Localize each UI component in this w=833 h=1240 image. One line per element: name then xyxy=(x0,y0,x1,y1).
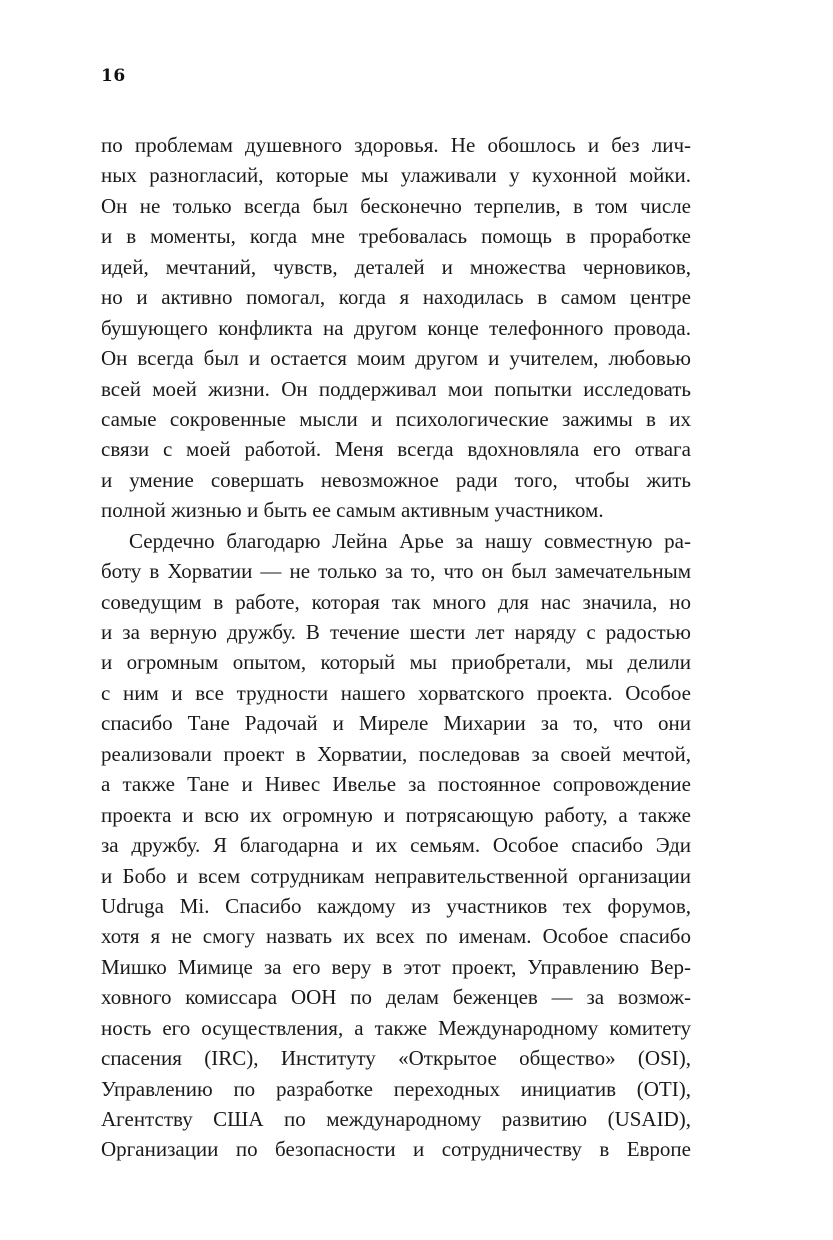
text-line: проекта и всю их огромную и потрясающую работу, а также xyxy=(101,802,691,827)
text-line: реализовали проект в Хорватии, последовав за своей мечтой, xyxy=(101,741,691,766)
text-line: бушующего конфликта на другом конце телефонного провода. xyxy=(101,315,691,340)
text-line: Сердечно благодарю Лейна Арье за нашу совместную ра- xyxy=(129,528,691,553)
text-line: по проблемам душевного здоровья. Не обошлось и без лич- xyxy=(101,133,691,157)
text-line: идей, мечтаний, чувств, деталей и множества черновиков, xyxy=(101,254,691,279)
text-line: соведущим в работе, которая так много для нас значила, но xyxy=(101,589,691,614)
text-line: и умение совершать невозможное ради того, чтобы жить xyxy=(101,467,691,492)
paragraph-1 xyxy=(101,130,691,526)
text-line: за дружбу. Я благодарна и их семьям. Особое спасибо Эди xyxy=(101,833,691,858)
text-line: Агентству США по международному развитию (USAID), xyxy=(101,1107,691,1131)
body-text xyxy=(101,130,691,1165)
text-line: ность его осуществления, а также Международному комитету xyxy=(101,1015,691,1040)
text-line: и в моменты, когда мне требовалась помощь в проработке xyxy=(101,224,691,249)
paragraph-2 xyxy=(101,526,691,1165)
text-line: Управлению по разработке переходных инициатив (OTI), xyxy=(101,1076,691,1101)
text-line: спасибо Тане Радочай и Миреле Михарии за то, что они xyxy=(101,711,691,736)
text-line: и за верную дружбу. В течение шести лет наряду с радостью xyxy=(101,620,691,644)
text-line: с ним и все трудности нашего хорватского проекта. Особое xyxy=(101,680,691,705)
text-line: Организации по безопасности и сотрудничеству в Европе xyxy=(101,1137,691,1162)
text-line: Udruga Mi. Спасибо каждому из участников тех форумов, xyxy=(101,893,691,918)
text-line: и огромным опытом, который мы приобретали, мы делили xyxy=(101,650,691,675)
text-line: хотя я не смогу назвать их всех по именам. Особое спасибо xyxy=(101,924,691,949)
page-number: 16 xyxy=(101,66,126,86)
text-line: а также Тане и Нивес Ивелье за постоянное сопровождение xyxy=(101,772,691,797)
text-line: ных разногласий, которые мы улаживали у кухонной мойки. xyxy=(101,163,691,188)
text-line: Он не только всегда был бесконечно терпелив, в том числе xyxy=(101,193,691,218)
text-line: связи с моей работой. Меня всегда вдохновляла его отвага xyxy=(101,437,691,462)
text-line: Мишко Мимице за его веру в этот проект, Управлению Вер- xyxy=(101,954,691,979)
text-line: спасения (IRC), Институту «Открытое общество» (OSI), xyxy=(101,1046,691,1071)
text-line: боту в Хорватии — не только за то, что он был замечательным xyxy=(101,559,691,584)
text-line: Он всегда был и остается моим другом и учителем, любовью xyxy=(101,346,691,371)
text-line: и Бобо и всем сотрудникам неправительственной организации xyxy=(101,863,691,888)
text-line: но и активно помогал, когда я находилась в самом центре xyxy=(101,285,691,310)
text-line: полной жизнью и быть ее самым активным участником. xyxy=(101,498,604,523)
text-line: самые сокровенные мысли и психологические зажимы в их xyxy=(101,406,691,431)
text-line: ховного комиссара ООН по делам беженцев — за возмож- xyxy=(101,985,691,1010)
text-line: всей моей жизни. Он поддерживал мои попытки исследовать xyxy=(101,376,691,401)
